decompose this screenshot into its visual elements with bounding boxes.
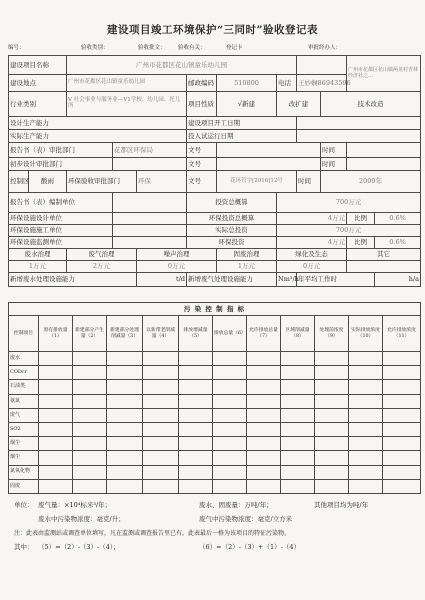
pollutant-cell — [179, 451, 213, 465]
ha-unit: h/a — [375, 273, 421, 287]
pollutant-table — [8, 302, 421, 494]
pollutant-cell — [383, 451, 421, 465]
units-label: 单位： — [14, 501, 34, 509]
pollutant-item-label: 废气 — [9, 408, 39, 422]
right-note: 广州市花都区花山镇两龙村青林经济社之… — [347, 56, 421, 92]
pollutant-cell — [179, 408, 213, 422]
doc-no-label-3: 文号 — [187, 171, 217, 193]
pollutant-cell — [107, 479, 143, 493]
pollutant-section-title: 污 染 控 制 指 标 — [9, 303, 421, 316]
pollutant-cell — [107, 437, 143, 451]
solid-value: 1万元 — [217, 261, 277, 273]
pollutant-header-row — [9, 316, 421, 352]
pollutant-cell — [315, 352, 349, 366]
pollutant-cell — [73, 408, 107, 422]
pollutant-cell — [73, 380, 107, 394]
pollutant-cell — [39, 408, 73, 422]
pollutant-cell — [247, 437, 281, 451]
noise-label: 噪声治理 — [137, 249, 217, 261]
pollutant-cell — [213, 422, 247, 436]
pollutant-cell — [281, 394, 315, 408]
pollutant-col-header: 控制项目 — [9, 316, 39, 352]
other-label: 其它 — [347, 249, 421, 261]
pollutant-cell — [315, 380, 349, 394]
pollutant-body — [9, 352, 421, 494]
formula-1: （5）=（2）-（3）-（4）； — [38, 543, 120, 551]
pollutant-cell — [349, 451, 383, 465]
pollutant-cell — [349, 408, 383, 422]
pollutant-cell — [349, 380, 383, 394]
pollutant-cell — [39, 465, 73, 479]
pollutant-row — [9, 352, 421, 366]
pollutant-item-label: SO2 — [9, 422, 39, 436]
pollutant-cell — [39, 380, 73, 394]
pollutant-cell — [281, 422, 315, 436]
pollutant-cell — [73, 422, 107, 436]
pollutant-cell — [179, 437, 213, 451]
pollutant-cell — [383, 394, 421, 408]
pollutant-cell — [179, 394, 213, 408]
investment-total-label: 投资总概算 — [187, 193, 277, 213]
pollutant-cell — [383, 465, 421, 479]
pollutant-cell — [349, 422, 383, 436]
project-nature-label: 项目性质 — [187, 92, 217, 117]
pollutant-cell — [247, 380, 281, 394]
pollutant-cell — [107, 394, 143, 408]
pollutant-row — [9, 451, 421, 465]
pollutant-item-label: 烟尘 — [9, 437, 39, 451]
pollutant-cell — [247, 451, 281, 465]
pollutant-cell — [143, 352, 179, 366]
pollutant-cell — [143, 380, 179, 394]
pollutant-row — [9, 408, 421, 422]
pollutant-cell — [315, 451, 349, 465]
pollutant-cell — [315, 437, 349, 451]
pollutant-col-header: 处理前浓度（9） — [315, 316, 349, 352]
pollutant-cell — [107, 422, 143, 436]
pollutant-cell — [281, 465, 315, 479]
pollutant-cell — [315, 465, 349, 479]
pollutant-col-header: 新建部分产生量（2） — [73, 316, 107, 352]
ratio-value-1: 0.6% — [375, 213, 421, 225]
pollutant-cell — [281, 408, 315, 422]
pollutant-col-header: 原有排放量（1） — [39, 316, 73, 352]
acceptance-nature-label: 验收批文： — [138, 45, 166, 51]
pollutant-item-label: 废水 — [9, 352, 39, 366]
env-design-label: 环保设施设计单位 — [9, 213, 113, 225]
other-unit: 其他项目均为吨/年 — [314, 501, 369, 509]
new-water-label: 新增废水处理设施能力 — [9, 273, 137, 287]
pollutant-cell — [349, 394, 383, 408]
pollutant-col-header: 允许排放浓度（11） — [383, 316, 421, 352]
pollutant-cell — [349, 465, 383, 479]
pollutant-cell — [107, 465, 143, 479]
approval-authority-label: 审批经办人： — [308, 45, 342, 51]
green-value: 0万元 — [277, 261, 347, 273]
env-dept-value: 环保 — [137, 171, 187, 193]
pollutant-cell — [213, 479, 247, 493]
postcode-value: 510800 — [217, 75, 277, 92]
note-text: 注：此表由监测站或调查单位填写，凡在监测或调查报告里已有，此表最后一格为该项目的特征污染物。 — [14, 530, 291, 537]
doc-no-label-2: 文号 — [187, 158, 217, 171]
time-label-3: 时间 — [297, 171, 321, 193]
pollutant-cell — [39, 394, 73, 408]
construction-site-label: 建设地点 — [9, 75, 67, 92]
pollutant-item-label: 氮氧化物 — [9, 465, 39, 479]
phone-label: 电话 — [277, 75, 297, 92]
start-date-label: 建设项目开工日期 — [187, 117, 297, 130]
pollutant-cell — [143, 394, 179, 408]
pollutant-cell — [73, 437, 107, 451]
pollutant-cell — [143, 479, 179, 493]
pollutant-cell — [213, 352, 247, 366]
pollutant-cell — [179, 352, 213, 366]
pollutant-cell — [349, 437, 383, 451]
pollutant-cell — [107, 366, 143, 380]
tech-upgrade-option: 技术改造 — [321, 92, 421, 117]
ratio-label: 比例 — [347, 213, 375, 225]
pollutant-cell — [213, 437, 247, 451]
pollutant-cell — [315, 408, 349, 422]
pollutant-cell — [143, 408, 179, 422]
pollutant-cell — [349, 479, 383, 493]
pollutant-row — [9, 394, 421, 408]
pollutant-item-label: CODcr — [9, 366, 39, 380]
acceptance-type-label: 验收类别： — [81, 45, 109, 51]
pollutant-cell — [39, 437, 73, 451]
pollutant-cell — [349, 366, 383, 380]
pollutant-cell — [39, 352, 73, 366]
pollutant-cell — [383, 479, 421, 493]
pollutant-cell — [383, 366, 421, 380]
pollutant-cell — [213, 465, 247, 479]
pollutant-cell — [107, 352, 143, 366]
pollutant-cell — [383, 352, 421, 366]
pollutant-col-header: 排放增减量（5） — [179, 316, 213, 352]
doc-no-label: 文号 — [187, 143, 217, 158]
pollutant-cell — [213, 451, 247, 465]
pollutant-row — [9, 465, 421, 479]
control-zone-value: 酸雨 — [29, 171, 67, 193]
pollutant-cell — [107, 408, 143, 422]
pollutant-cell — [213, 394, 247, 408]
pollutant-cell — [315, 479, 349, 493]
waste-gas-value: 2万元 — [67, 261, 137, 273]
solid-label: 固废治理 — [217, 249, 277, 261]
phone-value: 王妙娴86943596 — [297, 75, 347, 92]
pollutant-cell — [39, 366, 73, 380]
env-invest-value: 4万元 — [277, 213, 347, 225]
pollutant-cell — [39, 422, 73, 436]
pollutant-cell — [247, 366, 281, 380]
postcode-label: 邮政编码 — [187, 75, 217, 92]
gas-conc-unit: 废气中污染物浓度：毫克/立方米 — [199, 515, 293, 523]
pollutant-cell — [281, 366, 315, 380]
pollutant-cell — [179, 366, 213, 380]
pollutant-cell — [107, 380, 143, 394]
env-monitor-label: 环保设施监测单位 — [9, 237, 113, 249]
pollutant-cell — [179, 422, 213, 436]
construction-site-value: 广州市花都区花山镇童乐幼儿园 — [67, 75, 187, 92]
pollutant-cell — [213, 408, 247, 422]
page-title: 建设项目竣工环境保护“三同时”验收登记表 — [106, 24, 319, 36]
nm3h-unit: Nm³/h — [277, 273, 297, 287]
prelim-design-label: 初步设计审批部门 — [9, 158, 113, 171]
pollutant-cell — [281, 352, 315, 366]
pollutant-item-label: 石油类 — [9, 380, 39, 394]
pollutant-col-header: 允许排放总量（7） — [247, 316, 281, 352]
pollutant-row — [9, 380, 421, 394]
waste-water-value: 1万元 — [9, 261, 67, 273]
acceptance-staff-label: 验收有关： — [178, 45, 206, 51]
pollutant-cell — [73, 366, 107, 380]
industry-value: V 社会事业与服务业—V1学校、幼儿园、托儿所 — [67, 92, 187, 117]
pollutant-cell — [143, 451, 179, 465]
annual-hours-label: 年平均工作时 — [297, 273, 375, 287]
pollutant-col-header: 以新带老削减量（4） — [143, 316, 179, 352]
pollutant-col-header: 区域削减量（8） — [281, 316, 315, 352]
pollutant-col-header: 实际排放浓度（10） — [349, 316, 383, 352]
actual-capacity-label: 实际生产能力 — [9, 130, 187, 143]
actual-env-label: 环保投资 — [187, 237, 277, 249]
pollutant-cell — [179, 380, 213, 394]
pollutant-row — [9, 437, 421, 451]
pollutant-cell — [383, 380, 421, 394]
env-doc-no-value: 花环管字[2016]12号 — [217, 171, 297, 193]
pollutant-cell — [39, 451, 73, 465]
pollutant-item-label: 固废 — [9, 479, 39, 493]
pollutant-cell — [247, 352, 281, 366]
pollutant-cell — [383, 408, 421, 422]
noise-value: 0万元 — [137, 261, 217, 273]
report-approval-value: 花都区环保局 — [113, 143, 187, 158]
registrant-label: 登记卡 — [226, 45, 243, 51]
pollutant-item-label: 氨氮 — [9, 394, 39, 408]
env-construct-label: 环保设施施工单位 — [9, 225, 113, 237]
pollutant-item-label: 烟尘 — [9, 451, 39, 465]
pollutant-cell — [247, 394, 281, 408]
project-name-label: 建设项目名称 — [9, 56, 67, 75]
env-time-value: 2009年 — [321, 171, 421, 193]
number-label: 编号： — [8, 45, 25, 51]
pollutant-cell — [179, 465, 213, 479]
pollutant-cell — [39, 479, 73, 493]
rebuild-option: 改扩建 — [277, 92, 321, 117]
ratio-label-2: 比例 — [347, 237, 375, 249]
pollutant-cell — [383, 422, 421, 436]
green-label: 绿化及生态 — [277, 249, 347, 261]
pollutant-row — [9, 479, 421, 493]
new-build-option: √新建 — [217, 92, 277, 117]
control-zone-label: 控制区 — [9, 171, 29, 193]
new-gas-label: 新增废气处理设施能力 — [187, 273, 277, 287]
pollutant-cell — [73, 352, 107, 366]
project-info-table — [8, 55, 421, 287]
pollutant-cell — [73, 394, 107, 408]
pollutant-cell — [247, 408, 281, 422]
formula-2: （6）=（2）-（3）+（1）-（4） — [199, 543, 300, 551]
trial-date-label: 投入试运行日期 — [187, 130, 297, 143]
pollutant-cell — [143, 465, 179, 479]
pollutant-col-header: 新建部分处理削减量（3） — [107, 316, 143, 352]
env-acceptance-label: 环保验收审批部门 — [67, 171, 137, 193]
pollutant-cell — [315, 422, 349, 436]
pollutant-row — [9, 366, 421, 380]
pollutant-cell — [247, 422, 281, 436]
pollutant-row — [9, 422, 421, 436]
actual-total-value: 700万元 — [277, 225, 421, 237]
pollutant-cell — [281, 451, 315, 465]
env-invest-label: 环保投资总概算 — [187, 213, 277, 225]
actual-env-value: 4万元 — [277, 237, 347, 249]
pollutant-cell — [247, 479, 281, 493]
pollutant-cell — [315, 366, 349, 380]
td-unit: t/d — [137, 273, 187, 287]
waste-gas-label: 废气治理 — [67, 249, 137, 261]
pollutant-cell — [281, 437, 315, 451]
pollutant-cell — [247, 465, 281, 479]
water-amount-unit: 废水、固废量：万吨/年； — [199, 501, 273, 509]
pollutant-cell — [179, 479, 213, 493]
pollutant-cell — [73, 451, 107, 465]
water-conc-unit: 废水中污染物浓度：毫克/升； — [38, 515, 125, 523]
pollutant-cell — [143, 366, 179, 380]
pollutant-cell — [73, 465, 107, 479]
pollutant-cell — [143, 437, 179, 451]
pollutant-cell — [107, 451, 143, 465]
time-label-2: 时间 — [321, 158, 347, 171]
industry-label: 行业类别 — [9, 92, 67, 117]
pollutant-cell — [213, 366, 247, 380]
formula-prefix: 其中： — [14, 543, 34, 551]
pollutant-col-header: 排放总量（6） — [213, 316, 247, 352]
pollutant-cell — [349, 352, 383, 366]
pollutant-cell — [315, 394, 349, 408]
pollutant-cell — [383, 437, 421, 451]
report-approval-label: 报告书（表）审批部门 — [9, 143, 113, 158]
pollutant-cell — [213, 380, 247, 394]
actual-total-label: 实际总投资 — [187, 225, 277, 237]
investment-total-value: 700万元 — [277, 193, 421, 213]
time-label: 时间 — [321, 143, 347, 158]
pollutant-cell — [143, 422, 179, 436]
waste-water-label: 废水治理 — [9, 249, 67, 261]
pollutant-cell — [281, 380, 315, 394]
project-name-value: 广州市花都区花山镇童乐幼儿园 — [67, 56, 297, 75]
design-capacity-label: 设计生产能力 — [9, 117, 187, 130]
pollutant-cell — [281, 479, 315, 493]
gas-amount-unit: 废气量：×10⁴标米³/年； — [38, 501, 112, 509]
ratio-value-2: 0.6% — [375, 237, 421, 249]
pollutant-cell — [73, 479, 107, 493]
report-prep-label: 报告书（表）编制单位 — [9, 193, 113, 213]
